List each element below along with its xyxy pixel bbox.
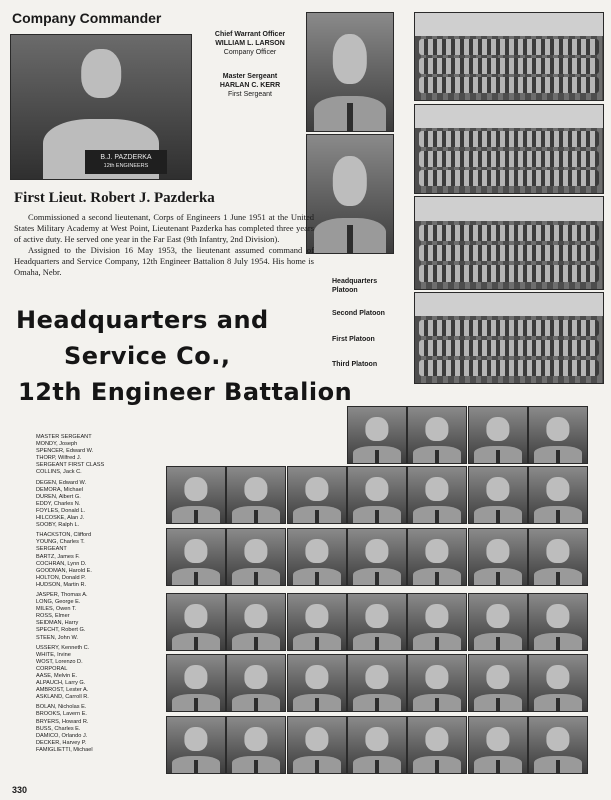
soldier-portrait xyxy=(528,716,588,774)
roster-name: JASPER, Thomas A. xyxy=(36,591,88,598)
page-title-line-3: 12th Engineer Battalion xyxy=(18,378,353,406)
soldier-portrait xyxy=(468,593,528,651)
roster-name: COLLINS, Jack C. xyxy=(36,469,82,476)
soldier-portrait xyxy=(226,528,286,586)
officer-rank: Chief Warrant Officer xyxy=(214,31,286,38)
soldier-portrait xyxy=(407,466,467,524)
roster-name: AASE, Melvin E. xyxy=(36,673,78,679)
platoon-caption-headquarters: Headquarters Platoon xyxy=(332,278,378,294)
officer-role: First Sergeant xyxy=(228,91,272,98)
officer-rank: Master Sergeant xyxy=(222,73,278,80)
soldier-portrait xyxy=(468,528,528,586)
nameplate-name: B.J. PAZDERKA xyxy=(100,154,152,161)
roster-name: DECKER, Harvey P. xyxy=(36,739,87,746)
soldier-portrait xyxy=(528,593,588,651)
commander-name: First Lieut. Robert J. Pazderka xyxy=(14,190,215,206)
roster-name: THACKSTON, Clifford xyxy=(36,532,92,539)
platoon-caption-second: Second Platoon xyxy=(332,310,385,317)
roster-name: BUSS, Charles E. xyxy=(36,725,81,732)
officer-name: HARLAN C. KERR xyxy=(219,82,281,89)
soldier-portrait xyxy=(528,528,588,586)
roster-name: WOST, Lorenzo D. xyxy=(36,658,83,665)
platoon-caption-third: Third Platoon xyxy=(332,361,378,368)
soldier-portrait xyxy=(226,466,286,524)
bio-paragraph: Assigned to the Division 16 May 1953, the lieutenant assumed command of Headquarters and Service Company, 12th Engineer Battalion 8 July 1954. His home is Omaha, Nebr. xyxy=(14,245,314,277)
roster-name: YOUNG, Charles T. xyxy=(36,539,85,546)
soldier-portrait xyxy=(468,466,528,524)
soldier-portrait xyxy=(347,593,407,651)
roster-name: HILCOSKE, Alan J. xyxy=(36,515,85,522)
page-title-line-1: Headquarters and xyxy=(16,306,269,334)
officer-role: Company Officer xyxy=(223,49,277,56)
soldier-portrait xyxy=(166,593,226,651)
soldier-portrait xyxy=(407,654,467,712)
platoon-caption-first: First Platoon xyxy=(332,336,375,343)
soldier-portrait xyxy=(468,716,528,774)
roster-name: SEIDMAN, Harry xyxy=(36,620,79,627)
roster-rank-heading: CORPORAL xyxy=(36,665,68,672)
soldier-portrait xyxy=(407,528,467,586)
soldier-portrait xyxy=(528,654,588,712)
roster-name: THORP, Wilfred J. xyxy=(36,455,82,462)
roster-name: STEEN, John W. xyxy=(36,634,78,641)
soldier-portrait xyxy=(407,593,467,651)
officer-name: WILLIAM L. LARSON xyxy=(215,40,285,47)
roster-name: MILES, Owen T. xyxy=(36,606,77,613)
soldier-portrait xyxy=(528,466,588,524)
soldier-portrait xyxy=(407,406,467,464)
roster-rank-heading: MASTER SERGEANT xyxy=(36,434,92,440)
soldier-portrait xyxy=(166,528,226,586)
soldier-portrait xyxy=(468,654,528,712)
soldier-portrait xyxy=(287,466,347,524)
commander-heading: Company Commander xyxy=(12,10,162,26)
soldier-portrait xyxy=(468,406,528,464)
soldier-portrait xyxy=(226,593,286,651)
roster-name: ASKLAND, Carroll R. xyxy=(36,694,89,701)
roster-name: AMBROST, Lester A. xyxy=(36,687,89,694)
roster-name: FOYLES, Donald L. xyxy=(36,507,86,514)
roster-name: MONDY, Joseph xyxy=(36,441,78,448)
roster-name: USSERY, Kenneth C. xyxy=(36,644,90,651)
roster-name: HOLTON, Donald P. xyxy=(36,574,86,581)
bio-paragraph: Commissioned a second lieutenant, Corps of Engineers 1 June 1951 at the United States Military Academy at West Point, Lieutenant Pazderka has completed three years of active duty. He served one year in the Far East (9th Infantry, 2nd Division). xyxy=(14,212,314,244)
soldier-portrait xyxy=(287,654,347,712)
soldier-portrait xyxy=(287,716,347,774)
soldier-portrait xyxy=(166,716,226,774)
soldier-portrait xyxy=(347,528,407,586)
soldier-portrait xyxy=(287,593,347,651)
roster-name: BOLAN, Nicholas E. xyxy=(36,704,87,711)
soldier-portrait xyxy=(528,406,588,464)
soldier-portrait xyxy=(226,716,286,774)
soldier-portrait xyxy=(347,654,407,712)
roster-name: BRYERS, Howard R. xyxy=(36,718,89,725)
soldier-portrait xyxy=(166,466,226,524)
roster-name: SOOBY, Ralph L. xyxy=(36,522,80,529)
roster-name: BARTZ, James F. xyxy=(36,553,80,560)
soldier-portrait xyxy=(166,654,226,712)
soldier-portrait xyxy=(347,406,407,464)
roster-name: COCHRAN, Lynn D. xyxy=(36,560,87,567)
roster-name: DEGEN, Edward W. xyxy=(36,479,87,486)
soldier-portrait xyxy=(347,716,407,774)
roster-name: ALPAUCH, Larry G. xyxy=(36,680,86,687)
roster-name: SPENCER, Edward W. xyxy=(36,448,94,455)
roster-name: ROSS, Elmer xyxy=(36,613,70,620)
roster-name: DEMORA, Michael xyxy=(36,486,83,493)
soldier-portrait xyxy=(287,528,347,586)
nameplate-unit: 12th ENGINEERS xyxy=(103,163,149,169)
roster-name: GOODMAN, Harold E. xyxy=(36,567,92,574)
page-number: 330 xyxy=(12,785,28,795)
roster-name: HUDSON, Martin R. xyxy=(36,581,87,588)
soldier-portrait xyxy=(407,716,467,774)
page-title-line-2: Service Co., xyxy=(64,342,231,370)
roster-name: WHITE, Irvine xyxy=(36,651,71,658)
roster-name: SPECHT, Robert G. xyxy=(36,627,86,634)
roster-rank-heading: SERGEANT xyxy=(36,546,67,553)
roster-rank-heading: SERGEANT FIRST CLASS xyxy=(36,462,105,469)
soldier-portrait xyxy=(226,654,286,712)
roster-name: DUREN, Albert G. xyxy=(36,493,81,500)
soldier-portrait xyxy=(347,466,407,524)
roster-name: DAMICO, Orlando J. xyxy=(36,732,88,739)
roster-name: LONG, George E. xyxy=(36,599,81,606)
roster-name: EDDY, Charles N. xyxy=(36,500,81,507)
roster-name: BROOKS, Lavern E. xyxy=(36,711,87,718)
roster-name: FAMIGLIETTI, Michael xyxy=(36,746,93,753)
